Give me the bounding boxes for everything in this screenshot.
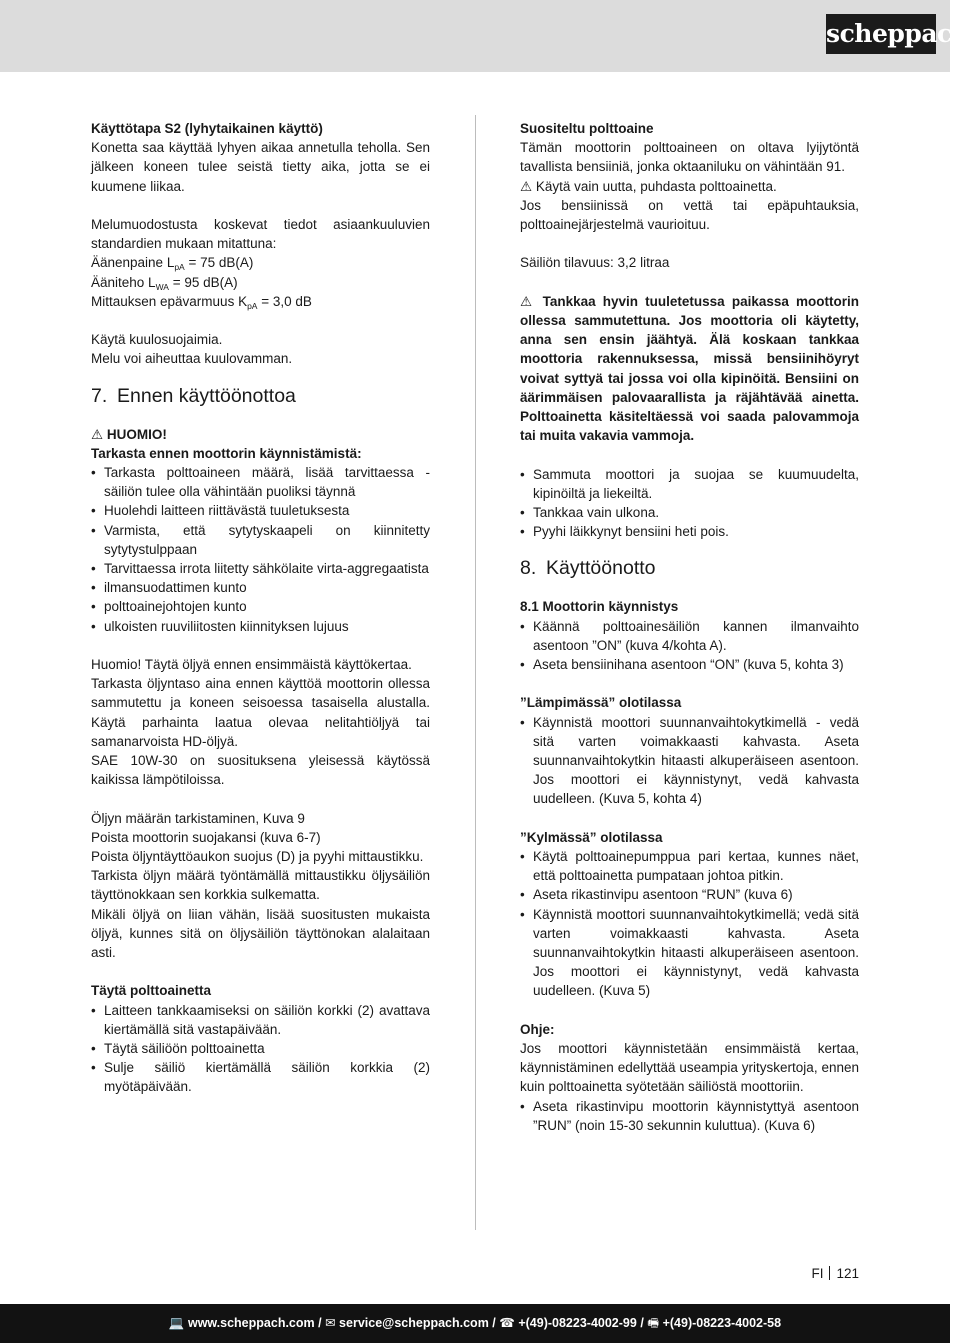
- warning-triangle-icon: ⚠: [91, 426, 104, 442]
- ohje-text: Jos moottori käynnistetään ensimmäistä kertaa, käynnistäminen edellyttää useampia yrityskertoja, ennen kuin polttoainetta syötetään säiliöstä moottoriin.: [520, 1041, 859, 1095]
- list-item: • Varmista, että sytytyskaapeli on kiinnitetty sytytystulppaan: [91, 521, 430, 559]
- mail-icon: ✉: [325, 1316, 336, 1330]
- section-7-heading: 7. Ennen käyttöönottoa: [91, 384, 296, 407]
- fuel-list: [91, 1001, 430, 1097]
- footer-phone: +(49)-08223-4002-99: [518, 1316, 637, 1330]
- list-item: • Tarkasta polttoaineen määrä, lisää tarvittaessa - säiliön tulee olla vähintään puoliksi täynnä: [91, 463, 430, 501]
- list-item: • Käynnistä moottori suunnanvaihtokytkimellä; vedä sitä varten voimakkaasti kahvasta. Aseta suunnanvaihtokytkin hitaasti alkuperäiseen asentoon. Jos moottori ei käynnistynyt, vedä kahvasta uudelleen. (Kuva 5): [520, 905, 859, 1001]
- section-8-heading: 8. Käyttöönotto: [520, 557, 656, 580]
- footer-separator: /: [318, 1316, 322, 1330]
- fuel-recommendation-text: Tämän moottorin polttoaineen on oltava lyijytöntä tavallista bensiiniä, jonka oktaaniluku on vähintään 91.: [520, 140, 859, 175]
- oil-note-1: Huomio! Täytä öljyä ennen ensimmäistä käyttökertaa.: [91, 657, 412, 673]
- list-item: • Sulje säiliö kiertämällä säiliön korkkia (2) myötäpäivään.: [91, 1058, 430, 1096]
- noise-power: Ääniteho $L_{WA} = 95$ dB(A): [91, 274, 238, 292]
- safety-list: [520, 465, 859, 542]
- column-divider: [475, 115, 476, 1230]
- page-number: FI 121: [811, 1266, 859, 1281]
- oil-check-4: Tarkista öljyn määrä työntämällä mittaustikku öljysäiliön täyttönokkaan sen korkkia sulkematta.: [91, 868, 430, 903]
- footer-bar: [0, 1304, 950, 1343]
- left-column: [91, 119, 430, 1097]
- check-title: Tarkasta ennen moottorin käynnistämistä:: [91, 445, 362, 461]
- list-item: • ulkoisten ruuviliitosten kiinnityksen lujuus: [91, 617, 430, 636]
- s2-text: Konetta saa käyttää lyhyen aikaa annetulla teholla. Sen jälkeen koneen tulee seistä tietty aika, jotta se ei kuumene liikaa.: [91, 140, 430, 194]
- ohje-list: [520, 1097, 859, 1135]
- noise-pressure: Äänenpaine $L_{pA} = 75$ dB(A): [91, 255, 254, 273]
- warm-list: [520, 713, 859, 809]
- fax-icon: 🖷: [647, 1316, 660, 1330]
- ear-protection-2: Melu voi aiheuttaa kuulovamman.: [91, 351, 293, 367]
- list-item: • Täytä säiliöön polttoainetta: [91, 1039, 430, 1058]
- danger-warning: ⚠ Tankkaa hyvin tuuletetussa paikassa moottorin ollessa sammutettuna. Jos moottoria oli käytetty, anna sen ensin jäähtyä. Älä koskaan tankkaa moottoria rakennuksessa, missä bensiinihöyryt voivat syttyä tai jossa voi olla kipinöitä. Bensiini on äärimmäisen palovaarallista ja räjähtävää ainetta. Polttoainetta käsiteltäessä voi saada palovammoja tai muita vakavia vammoja.: [520, 293, 859, 444]
- warm-title: ”Lämpimässä” olotilassa: [520, 695, 682, 711]
- tank-volume: Säiliön tilavuus: 3,2 litraa: [520, 255, 670, 271]
- cold-title: ”Kylmässä” olotilassa: [520, 829, 663, 845]
- list-item: • Aseta bensiinihana asentoon “ON” (kuva 5, kohta 3): [520, 655, 859, 674]
- list-item: • Huolehdi laitteen riittävästä tuuletuksesta: [91, 501, 430, 520]
- s2-title: Käyttötapa S2 (lyhytaikainen käyttö): [91, 121, 323, 136]
- huomio-label: ⚠ HUOMIO!: [91, 426, 167, 442]
- oil-note-3: SAE 10W-30 on suosituksena yleisessä käytössä kaikissa lämpötiloissa.: [91, 753, 430, 788]
- fuel-warning: ⚠ Käytä vain uutta, puhdasta polttoainetta.: [520, 178, 777, 194]
- right-column: [520, 119, 859, 1135]
- fuel-recommendation-title: Suositeltu polttoaine: [520, 121, 654, 136]
- start-title: 8.1 Moottorin käynnistys: [520, 599, 679, 615]
- oil-check-2: Poista moottorin suojakansi (kuva 6-7): [91, 829, 321, 845]
- list-item: • polttoainejohtojen kunto: [91, 597, 430, 616]
- noise-uncertainty: Mittauksen epävarmuus $K_{pA} = 3,0$ dB: [91, 293, 312, 311]
- oil-check-1: Öljyn määrän tarkistaminen, Kuva 9: [91, 810, 305, 826]
- list-item: • Käytä polttoainepumppua pari kertaa, kunnes näet, että polttoainetta pumpataan johtoa pitkin.: [520, 847, 859, 885]
- noise-intro: Melumuodostusta koskevat tiedot asiaankuuluvien standardien mukaan mitattuna:: [91, 217, 430, 252]
- list-item: • Tarvittaessa irrota liitetty sähkölaite virta-aggregaatista: [91, 559, 430, 578]
- footer-website: www.scheppach.com: [187, 1316, 315, 1330]
- phone-icon: ☎: [499, 1316, 515, 1330]
- footer-separator: /: [492, 1316, 496, 1330]
- warning-triangle-icon: ⚠: [520, 178, 533, 194]
- list-item: • Käännä polttoainesäiliön kannen ilmanvaihto asentoon ”ON” (kuva 4/kohta A).: [520, 617, 859, 655]
- list-item: • Käynnistä moottori suunnanvaihtokytkimellä - vedä sitä varten voimakkaasti kahvasta. Aseta suunnanvaihtokytkin hitaasti alkuperäiseen asentoon. Jos moottori ei käynnistynyt, vedä kahvasta uudelleen. (Kuva 5, kohta 4): [520, 713, 859, 809]
- fuel-recommendation-text-2: Jos bensiinissä on vettä tai epäpuhtauksia, polttoainejärjestelmä vaurioituu.: [520, 197, 859, 233]
- footer-fax: +(49)-08223-4002-58: [662, 1316, 782, 1330]
- list-item: • Sammuta moottori ja suojaa se kuumuudelta, kipinöiltä ja liekeiltä.: [520, 465, 859, 503]
- cold-list: [520, 847, 859, 1001]
- computer-icon: 💻: [168, 1316, 185, 1330]
- header-bar: [0, 0, 969, 72]
- scheppach-logo: scheppach: [826, 14, 936, 54]
- ohje-title: Ohje:: [520, 1021, 555, 1037]
- list-item: • Aseta rikastinvipu moottorin käynnistyttyä asentoon ”RUN” (noin 15-30 sekunnin kuluttua). (Kuva 6): [520, 1097, 859, 1135]
- list-item: • Aseta rikastinvipu asentoon “RUN” (kuva 6): [520, 885, 859, 904]
- ear-protection-1: Käytä kuulosuojaimia.: [91, 332, 223, 348]
- fuel-title: Täytä polttoainetta: [91, 983, 212, 999]
- oil-check-5: Mikäli öljyä on liian vähän, lisää suositusten mukaista öljyä, kunnes sitä on öljysäiliön täyttönokan alalaitaan asti.: [91, 906, 430, 961]
- footer-email: service@scheppach.com: [339, 1316, 489, 1330]
- list-item: • Laitteen tankkaamiseksi on säiliön korkki (2) avattava kiertämällä sitä vastapäivään.: [91, 1001, 430, 1039]
- start-list: [520, 617, 859, 675]
- oil-note-2: Tarkasta öljyntaso aina ennen käyttöä moottorin ollessa sammutettu ja koneen seisoessa tasaisella alustalla. Käytä parhainta laatua olevaa nelitahtiöljyä tai samanarvoista HD-öljyä.: [91, 676, 430, 749]
- list-item: • Pyyhi läikkynyt bensiini heti pois.: [520, 522, 859, 541]
- footer-separator: /: [640, 1316, 644, 1330]
- warning-triangle-icon: ⚠: [520, 293, 536, 309]
- check-list: [91, 463, 430, 636]
- oil-check-3: Poista öljyntäyttöaukon suojus (D) ja pyyhi mittaustikku.: [91, 849, 424, 865]
- list-item: • ilmansuodattimen kunto: [91, 578, 430, 597]
- list-item: • Tankkaa vain ulkona.: [520, 503, 859, 522]
